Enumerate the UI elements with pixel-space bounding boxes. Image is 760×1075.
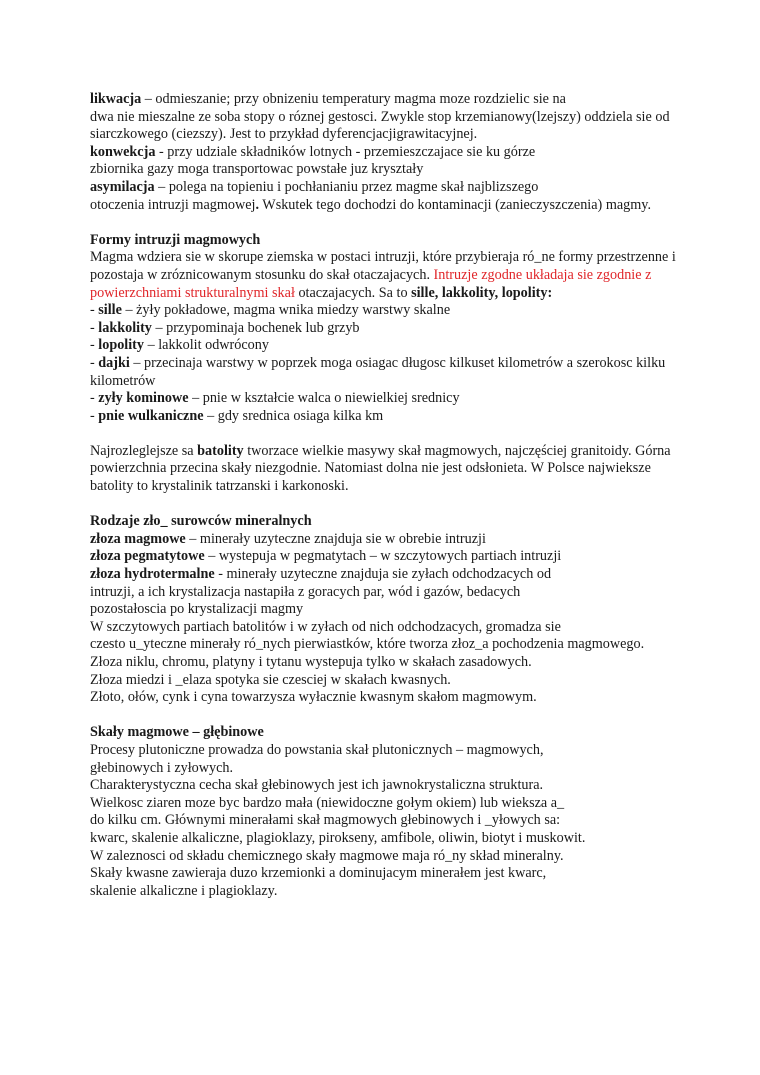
- list-item-lakkolity: [90, 320, 730, 338]
- text-line: dwa nie mieszalne ze soba stopy o róznej gestosci. Zwykle stop krzemianowy(lzejszy) oddziela sie od: [90, 108, 670, 125]
- text-line: Procesy plutoniczne prowadza do powstania skał plutonicznych – magmowych,: [90, 741, 544, 758]
- section-heading: Formy intruzji magmowych: [90, 231, 261, 248]
- text-line: intruzji, a ich krystalizacja nastapiła z goracych par, wód i gazów, bedacych: [90, 583, 521, 600]
- text-asymilacja: – polega na topieniu i pochłanianiu przez magme skał najblizszego: [154, 178, 539, 195]
- paragraph-asymilacja: [90, 179, 730, 197]
- spacer: [90, 425, 730, 443]
- text-line: Magma wdziera sie w skorupe ziemska w postaci intruzji, które przybieraja ró_ne formy przestrzenne i: [90, 249, 676, 266]
- list-item-zyly-kominowe: [90, 390, 730, 408]
- list-dash: -: [90, 407, 99, 424]
- list-item-lopolity: [90, 337, 730, 355]
- document-page: [90, 91, 730, 900]
- text-line: powierzchnia przecina skały niezgodnie. Natomiast dolna nie jest odsłonieta. W Polsce najwieksze: [90, 460, 651, 477]
- paragraph-likwacja: [90, 91, 730, 109]
- text-line: kwarc, skalenie alkaliczne, plagioklazy, pirokseny, amfibole, oliwin, biotyt i muskowit.: [90, 829, 586, 846]
- text-fragment: Najrozleglejsze sa: [90, 442, 198, 459]
- list-text: – przecinaja warstwy w poprzek moga osiagac długosc kilkuset kilometrów a szerokosc kilku: [129, 354, 666, 371]
- bold-text: sille, lakkolity, lopolity:: [411, 284, 553, 301]
- bold-dot: .: [255, 196, 260, 213]
- text-line: głebinowych i zyłowych.: [90, 759, 234, 776]
- text-fragment: – wystepuja w pegmatytach – w szczytowych partiach intruzji: [204, 548, 562, 565]
- text-line: pozostałoscia po krystalizacji magmy: [90, 601, 304, 618]
- text-fragment: tworzace wielkie masywy skał magmowych, najczęściej granitoidy. Górna: [243, 442, 671, 459]
- term: złoza magmowe: [90, 530, 186, 547]
- spacer: [90, 214, 730, 232]
- text-line: Skały kwasne zawieraja duzo krzemionki a dominujacym minerałem jest kwarc,: [90, 865, 547, 882]
- highlighted-text: powierzchniami strukturalnymi skał: [90, 284, 295, 301]
- text-line: zbiornika gazy moga transportowac powstałe juz kryształy: [90, 161, 424, 178]
- text-likwacja: – odmieszanie; przy obnizeniu temperatury magma moze rozdzielic sie na: [141, 91, 566, 107]
- text-line: W szczytowych partiach batolitów i w zyłach od nich odchodzacych, gromadza sie: [90, 618, 561, 635]
- text-line: [90, 267, 730, 285]
- section-heading: Rodzaje zło_ surowców mineralnych: [90, 513, 312, 530]
- term: złoza pegmatytowe: [90, 548, 205, 565]
- paragraph-zloza-pegmatytowe: [90, 548, 730, 566]
- text-line: Złoto, ołów, cynk i cyna towarzysza wyłacznie kwasnym skałom magmowym.: [90, 689, 537, 706]
- list-item-dajki: [90, 355, 730, 373]
- text-konwekcja: - przy udziale składników lotnych - przemieszczajace sie ku górze: [155, 143, 536, 160]
- text-line: siarczkowego (ciezszy). Jest to przykład dyferencjacjigrawitacyjnej.: [90, 126, 478, 143]
- text-fragment: otaczajacych. Sa to: [294, 284, 412, 301]
- text-line: do kilku cm. Głównymi minerałami skał magmowych głebinowych i _yłowych sa:: [90, 812, 561, 829]
- paragraph-konwekcja: [90, 144, 730, 162]
- text-line: czesto u_yteczne minerały ró_nych pierwiastków, które tworza złoz_a pochodzenia magmowego.: [90, 636, 645, 653]
- list-term: pnie wulkaniczne: [98, 407, 204, 424]
- list-term: lopolity: [98, 337, 145, 354]
- text-line: [90, 285, 730, 303]
- text-line: [90, 197, 730, 215]
- list-item-pnie-wulkaniczne: [90, 408, 730, 426]
- text-line: Złoza miedzi i _elaza spotyka sie czesciej w skałach kwasnych.: [90, 671, 451, 688]
- text-line: Charakterystyczna cecha skał głebinowych jest ich jawnokrystaliczna struktura.: [90, 777, 544, 794]
- text-fragment: otoczenia intruzji magmowej: [90, 196, 256, 213]
- text-line: Wielkosc ziaren moze byc bardzo mała (niewidoczne gołym okiem) lub wieksza a_: [90, 794, 565, 811]
- list-dash: -: [90, 390, 99, 407]
- term-batolity: batolity: [197, 442, 244, 459]
- text-fragment: - minerały uzyteczne znajduja sie zyłach odchodzacych od: [214, 566, 552, 583]
- list-text: – przypominaja bochenek lub grzyb: [151, 319, 360, 336]
- text-line: batolity to krystalinik tatrzanski i karkonoski.: [90, 478, 349, 495]
- heading-skaly-glebinowe: [90, 724, 730, 742]
- term-asymilacja: asymilacja: [90, 178, 155, 195]
- list-term: zyły kominowe: [98, 390, 189, 407]
- list-text: – pnie w kształcie walca o niewielkiej srednicy: [188, 390, 460, 407]
- term-likwacja: likwacja: [90, 91, 142, 107]
- heading-formy-intruzji: [90, 232, 730, 250]
- list-term: lakkolity: [98, 319, 152, 336]
- list-dash: -: [90, 354, 99, 371]
- list-term: sille: [98, 302, 122, 319]
- spacer: [90, 707, 730, 725]
- section-heading: Skały magmowe – głębinowe: [90, 724, 264, 741]
- spacer: [90, 496, 730, 514]
- list-text: – gdy srednica osiaga kilka km: [203, 407, 384, 424]
- paragraph-batolity: [90, 443, 730, 461]
- list-text: – lakkolit odwrócony: [144, 337, 269, 354]
- list-term: dajki: [98, 354, 130, 371]
- paragraph-zloza-hydrotermalne: [90, 566, 730, 584]
- list-item-sille: [90, 302, 730, 320]
- text-fragment: Wskutek tego dochodzi do kontaminacji (zanieczyszczenia) magmy.: [259, 196, 651, 213]
- list-dash: -: [90, 319, 99, 336]
- text-line: skalenie alkaliczne i plagioklazy.: [90, 882, 278, 899]
- highlighted-text: Intruzje zgodne układaja sie zgodnie z: [433, 266, 652, 283]
- text-line: kilometrów: [90, 372, 156, 389]
- list-dash: -: [90, 337, 99, 354]
- text-fragment: pozostaja w zróznicowanym stosunku do skał otaczajacych.: [90, 266, 434, 283]
- list-text: – żyły pokładowe, magma wnika miedzy warstwy skalne: [121, 302, 451, 319]
- paragraph-zloza-magmowe: [90, 531, 730, 549]
- term-konwekcja: konwekcja: [90, 143, 156, 160]
- text-line: W zaleznosci od składu chemicznego skały magmowe maja ró_ny skład mineralny.: [90, 847, 564, 864]
- term: złoza hydrotermalne: [90, 566, 215, 583]
- heading-rodzaje-zloz: [90, 513, 730, 531]
- list-dash: -: [90, 302, 99, 319]
- text-fragment: – minerały uzyteczne znajduja sie w obrebie intruzji: [185, 530, 486, 547]
- text-line: Złoza niklu, chromu, platyny i tytanu wystepuja tylko w skałach zasadowych.: [90, 654, 532, 670]
